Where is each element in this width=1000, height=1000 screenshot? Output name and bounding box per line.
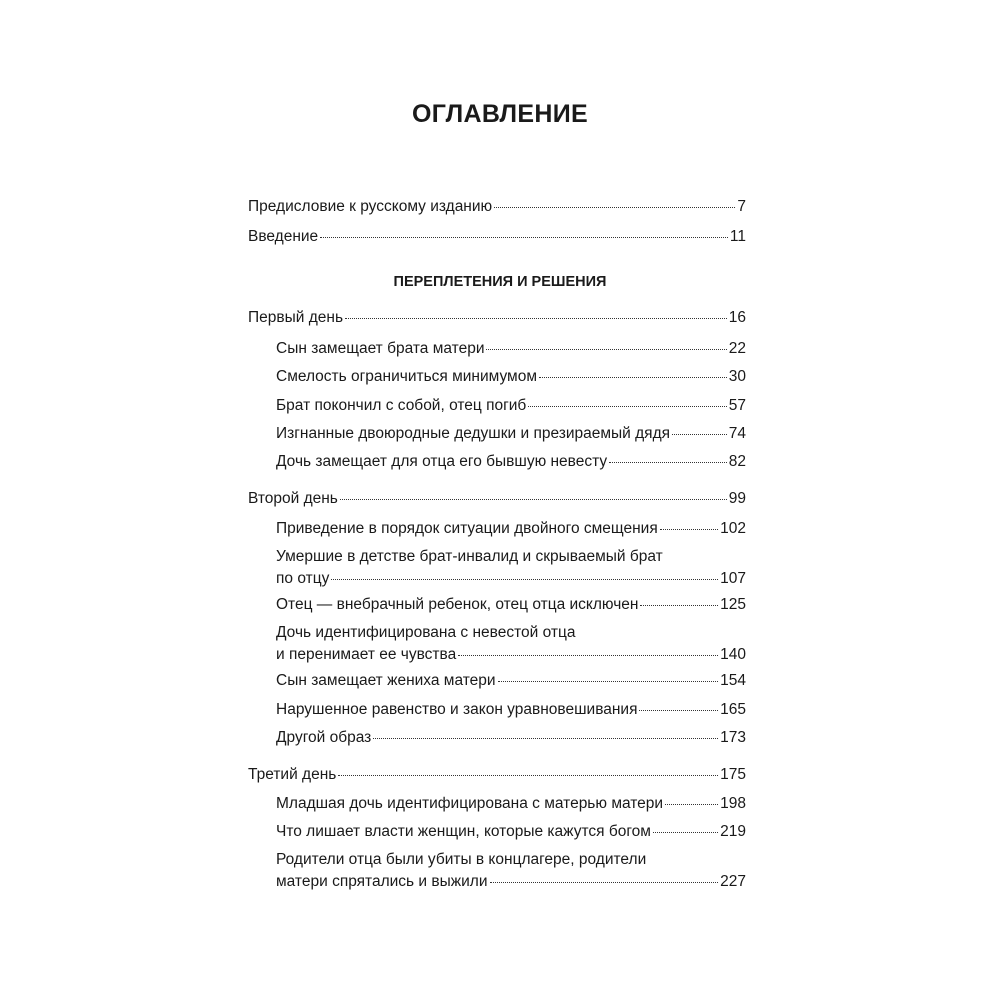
toc-subentry[interactable]: [276, 622, 746, 666]
dot-leader: [539, 377, 727, 378]
toc-subentry[interactable]: [276, 821, 746, 843]
toc-subentry[interactable]: [276, 793, 746, 815]
dot-leader: [665, 804, 718, 805]
entry-text: Сын замещает брата матери: [276, 340, 485, 357]
page-number: 16: [728, 309, 746, 326]
entry-text: Третий день: [248, 766, 337, 783]
entry-text: Смелость ограничиться минимумом: [276, 368, 537, 385]
toc-subentry[interactable]: [276, 849, 746, 893]
page-number: 7: [737, 198, 746, 215]
entry-text: Приведение в порядок ситуации двойного смещения: [276, 520, 658, 537]
page-number: 227: [720, 873, 746, 890]
page-number: 219: [720, 823, 746, 840]
dot-leader: [498, 681, 719, 682]
page-number: 125: [720, 596, 746, 613]
toc-subentry[interactable]: [276, 423, 746, 445]
toc-entry-day-2[interactable]: [248, 488, 746, 510]
entry-text: Другой образ: [276, 729, 372, 746]
entry-text: Дочь замещает для отца его бывшую невесту: [276, 453, 608, 470]
dot-leader: [528, 406, 726, 407]
dot-leader: [458, 655, 718, 656]
entry-text: Второй день: [248, 490, 338, 507]
page-number: 11: [729, 228, 746, 245]
entry-text: Что лишает власти женщин, которые кажутся богом: [276, 823, 651, 840]
toc-entry-preface[interactable]: [248, 196, 746, 218]
page-number: 107: [720, 570, 746, 587]
entry-text-line-1: Родители отца были убиты в концлагере, родители: [276, 851, 647, 868]
entry-text: по отцу: [276, 570, 330, 587]
entry-text: Сын замещает жениха матери: [276, 672, 496, 689]
dot-leader: [490, 882, 719, 883]
entry-text-line-1: Умершие в детстве брат-инвалид и скрываемый брат: [276, 548, 663, 565]
entry-text: Предисловие к русскому изданию: [248, 198, 493, 215]
toc-subentry[interactable]: [276, 727, 746, 749]
toc-subentry[interactable]: [276, 670, 746, 692]
dot-leader: [672, 434, 727, 435]
page-number: 154: [720, 672, 746, 689]
dot-leader: [331, 579, 718, 580]
page-number: 82: [728, 453, 746, 470]
page-number: 74: [728, 425, 746, 442]
page-number: 102: [720, 520, 746, 537]
page-number: 175: [720, 766, 746, 783]
toc-entry-introduction[interactable]: [248, 226, 746, 248]
page-number: 22: [728, 340, 746, 357]
toc-subentry[interactable]: [276, 338, 746, 360]
page-number: 198: [720, 795, 746, 812]
toc-subentry[interactable]: [276, 594, 746, 616]
dot-leader: [609, 462, 727, 463]
entry-text: Нарушенное равенство и закон уравновешивания: [276, 701, 638, 718]
entry-text: Отец — внебрачный ребенок, отец отца исключен: [276, 596, 639, 613]
toc-subentry[interactable]: [276, 546, 746, 590]
dot-leader: [653, 832, 718, 833]
entry-text: матери спрятались и выжили: [276, 873, 488, 890]
dot-leader: [486, 349, 726, 350]
page-number: 57: [728, 397, 746, 414]
toc-subentry[interactable]: [276, 451, 746, 473]
dot-leader: [639, 710, 718, 711]
toc-subentry[interactable]: [276, 518, 746, 540]
dot-leader: [345, 318, 727, 319]
dot-leader: [340, 499, 727, 500]
toc-entry-day-1[interactable]: [248, 307, 746, 329]
dot-leader: [373, 738, 718, 739]
entry-text: Младшая дочь идентифицирована с матерью матери: [276, 795, 664, 812]
entry-text: Брат покончил с собой, отец погиб: [276, 397, 527, 414]
dot-leader: [494, 207, 735, 208]
page-number: 165: [720, 701, 746, 718]
entry-text-line-1: Дочь идентифицирована с невестой отца: [276, 624, 576, 641]
toc-subentry[interactable]: [276, 699, 746, 721]
entry-text: Первый день: [248, 309, 344, 326]
toc-title: ОГЛАВЛЕНИЕ: [412, 100, 588, 128]
page-number: 140: [720, 646, 746, 663]
entry-text: Изгнанные двоюродные дедушки и презираемый дядя: [276, 425, 671, 442]
dot-leader: [660, 529, 718, 530]
entry-text: и перенимает ее чувства: [276, 646, 457, 663]
dot-leader: [640, 605, 718, 606]
dot-leader: [320, 237, 728, 238]
entry-text: Введение: [248, 228, 319, 245]
dot-leader: [338, 775, 718, 776]
toc-subentry[interactable]: [276, 366, 746, 388]
section-heading: ПЕРЕПЛЕТЕНИЯ И РЕШЕНИЯ: [393, 274, 607, 290]
page-number: 173: [720, 729, 746, 746]
page-number: 30: [728, 368, 746, 385]
page-number: 99: [728, 490, 746, 507]
toc-entry-day-3[interactable]: [248, 764, 746, 786]
toc-subentry[interactable]: [276, 395, 746, 417]
